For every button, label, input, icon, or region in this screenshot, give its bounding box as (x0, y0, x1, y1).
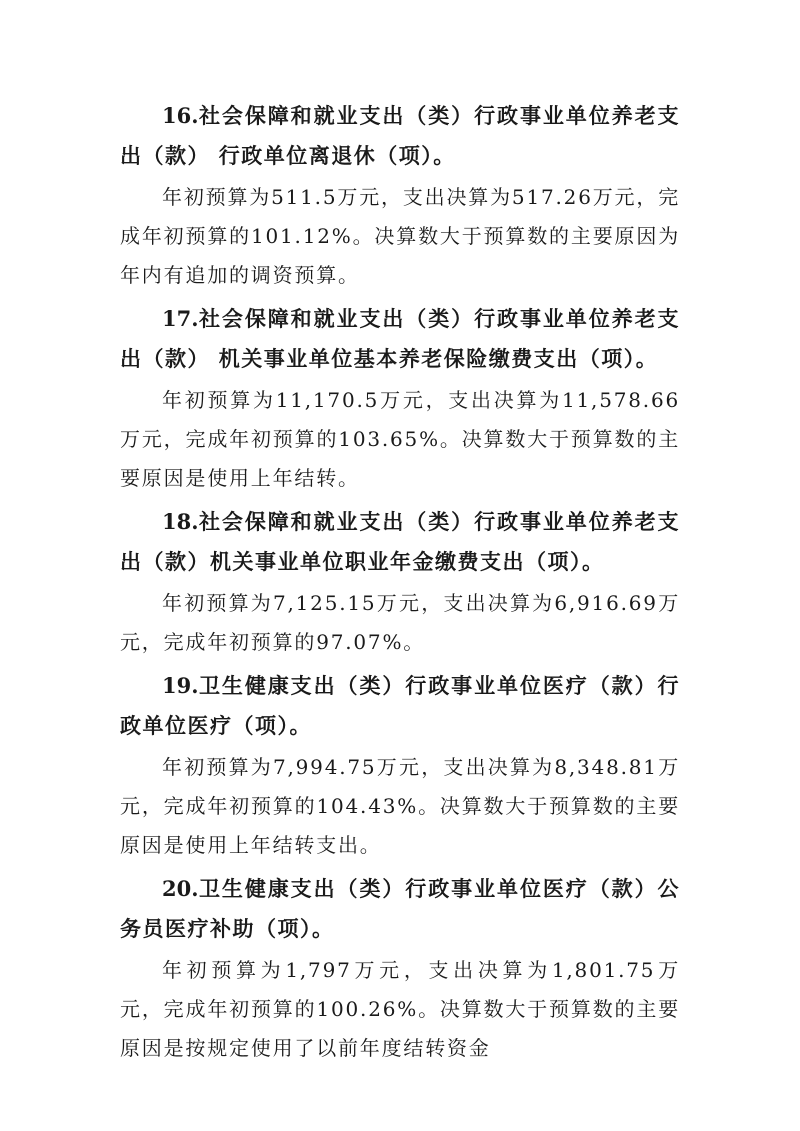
section-number: 16. (162, 103, 199, 128)
section-title: 社会保障和就业支出（类）行政事业单位养老支出（款） 行政单位离退休（项）。 (120, 103, 680, 168)
section-heading (120, 502, 680, 582)
section-number: 17. (162, 306, 199, 331)
section-body: 年初预算为7,994.75万元，支出决算为8,348.81万元，完成年初预算的104.43%。决算数大于预算数的主要原因是使用上年结转支出。 (120, 755, 680, 857)
section-number: 20. (162, 876, 199, 901)
section-19 (120, 666, 680, 865)
section-20 (120, 869, 680, 1068)
section-title: 卫生健康支出（类）行政事业单位医疗（款）行政单位医疗（项）。 (120, 673, 680, 738)
document-content (120, 96, 680, 1068)
section-18 (120, 502, 680, 662)
section-body: 年初预算为1,797万元，支出决算为1,801.75万元，完成年初预算的100.26%。决算数大于预算数的主要原因是按规定使用了以前年度结转资金 (120, 958, 680, 1060)
section-heading (120, 96, 680, 176)
section-heading (120, 869, 680, 949)
section-title: 社会保障和就业支出（类）行政事业单位养老支出（款） 机关事业单位基本养老保险缴费支出（项）。 (120, 306, 680, 371)
section-title: 卫生健康支出（类）行政事业单位医疗（款）公务员医疗补助（项）。 (120, 876, 680, 941)
section-body: 年初预算为511.5万元，支出决算为517.26万元，完成年初预算的101.12%。决算数大于预算数的主要原因为年内有追加的调资预算。 (120, 185, 680, 287)
section-heading (120, 666, 680, 746)
section-heading (120, 299, 680, 379)
section-17 (120, 299, 680, 498)
section-number: 18. (162, 509, 199, 534)
section-body: 年初预算为11,170.5万元，支出决算为11,578.66万元，完成年初预算的103.65%。决算数大于预算数的主要原因是使用上年结转。 (120, 388, 680, 490)
section-16 (120, 96, 680, 295)
section-body: 年初预算为7,125.15万元，支出决算为6,916.69万元，完成年初预算的97.07%。 (120, 591, 680, 654)
section-title: 社会保障和就业支出（类）行政事业单位养老支出（款）机关事业单位职业年金缴费支出（项）。 (120, 509, 680, 574)
section-number: 19. (162, 673, 199, 698)
